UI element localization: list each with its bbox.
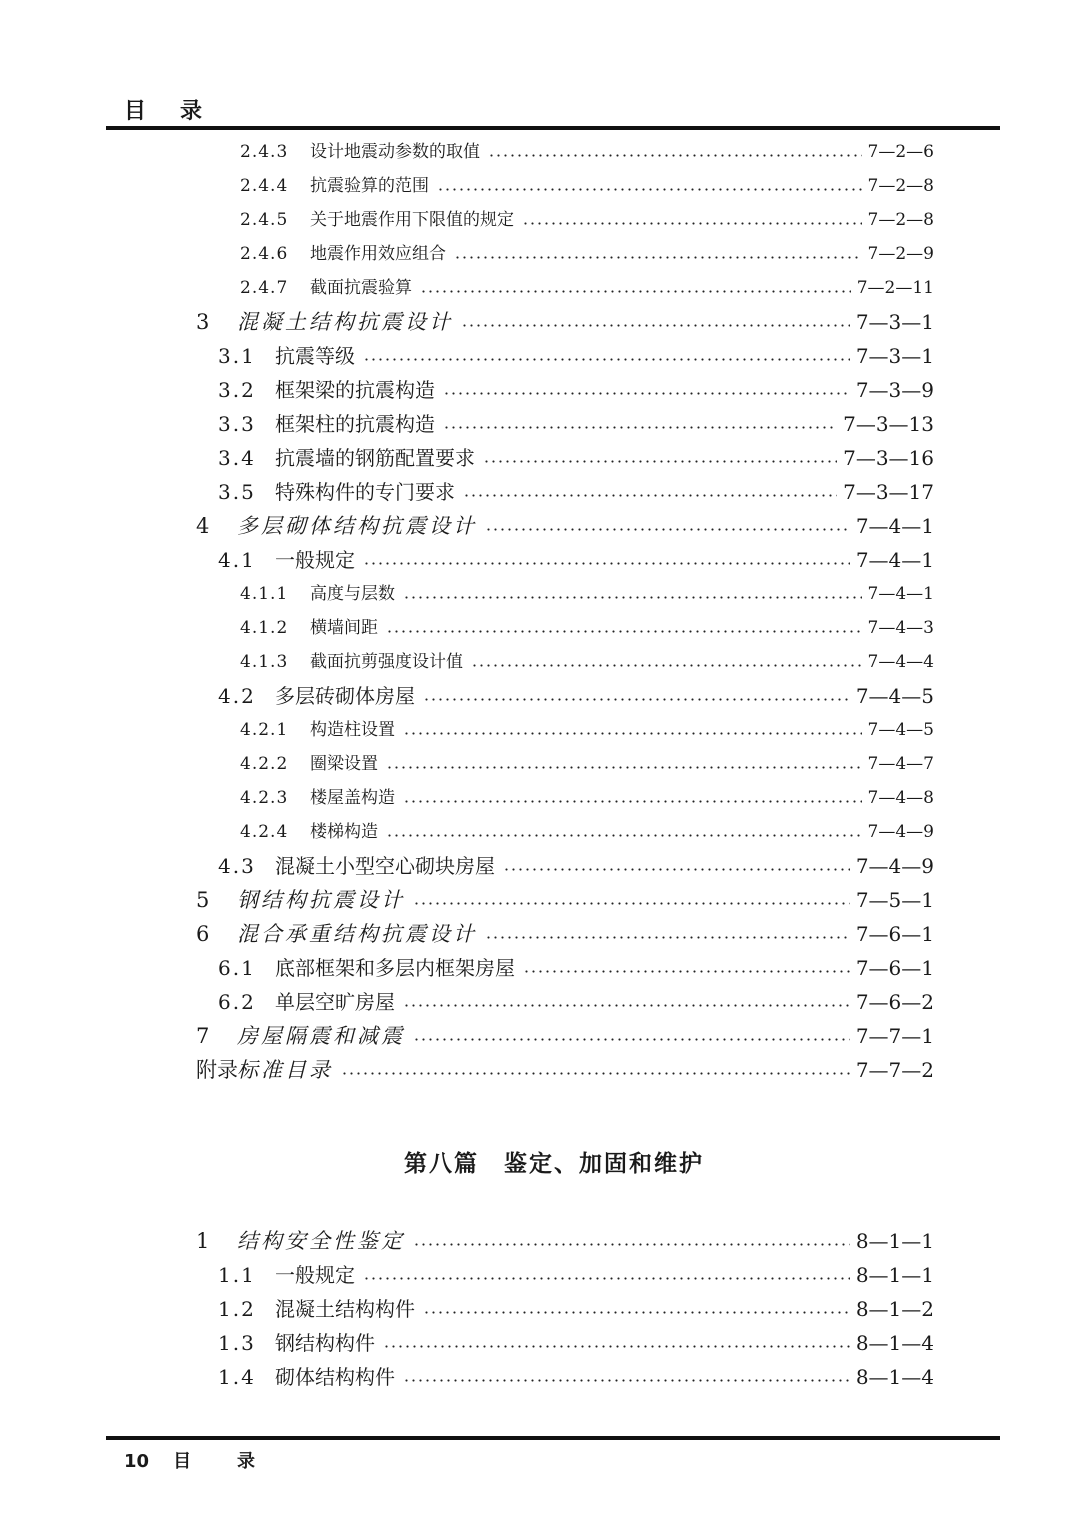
toc-entry-page: 7—3—1 [855,344,934,368]
toc-entry-number: 4.3 [218,854,256,878]
toc-entry [218,545,934,575]
toc-entry [218,953,934,983]
toc-entry-number: 4 [196,514,210,538]
toc-entry [218,851,934,881]
toc-entry-page: 7—2—6 [867,142,934,162]
footer-title: 目录 [173,1451,302,1472]
toc-leader-dots [363,358,850,361]
toc-leader-dots [483,460,837,463]
toc-entry-page: 7—4—9 [867,822,934,842]
toc-entry-title: 抗震等级 [275,344,355,368]
toc-leader-dots [386,766,862,769]
toc-leader-dots [413,902,850,905]
toc-entry-page: 7—3—13 [843,412,934,436]
toc-entry-number: 6.1 [218,956,256,980]
toc-entry-page: 8—1—4 [855,1365,934,1389]
toc-entry-title: 地震作用效应组合 [310,244,446,264]
toc-entry-number: 3.3 [218,412,256,436]
toc-entry-title: 房屋隔震和减震 [237,1024,405,1048]
toc-entry-number: 4.2.2 [240,754,289,774]
toc-leader-dots [423,1311,850,1314]
toc-entry [196,919,934,949]
toc-entry-number: 1.3 [218,1331,256,1355]
toc-entry-title: 截面抗剪强度设计值 [310,652,463,672]
toc-entry [218,1294,934,1324]
toc-leader-dots [443,426,837,429]
toc-entry-title: 钢结构构件 [275,1331,375,1355]
toc-entry [218,987,934,1017]
toc-entry [218,1260,934,1290]
toc-entry-page: 7—2—9 [867,244,934,264]
toc-entry-number: 3 [196,310,210,334]
toc-entry-title: 单层空旷房屋 [275,990,395,1014]
toc-entry-title: 特殊构件的专门要求 [275,480,455,504]
toc-entry-number: 2.4.6 [240,244,289,264]
toc-entry-page: 7—4—8 [867,788,934,808]
toc-entry-title: 多层砖砌体房屋 [275,684,415,708]
toc-leader-dots [383,1345,850,1348]
toc-entry-page: 7—4—9 [855,854,934,878]
toc-entry-page: 7—3—9 [855,378,934,402]
toc-leader-dots [403,1004,850,1007]
toc-entry-number: 4.1.2 [240,618,289,638]
toc-entry-number: 4.2.4 [240,822,289,842]
toc-leader-dots [437,188,862,191]
toc-entry-page: 7—4—3 [867,618,934,638]
toc-leader-dots [363,562,850,565]
toc-entry-title: 混凝土小型空心砌块房屋 [275,854,495,878]
header-rule [106,126,1000,130]
toc-entry-page: 7—4—1 [855,548,934,572]
toc-leader-dots [454,256,862,259]
toc-entry-page: 7—4—5 [867,720,934,740]
toc-leader-dots [403,800,862,803]
toc-entry [196,1226,934,1256]
toc-leader-dots [463,494,837,497]
toc-entry-page: 8—1—1 [855,1229,934,1253]
toc-leader-dots [413,1243,850,1246]
toc-entry [218,681,934,711]
toc-leader-dots [413,1038,850,1041]
toc-leader-dots [423,698,850,701]
toc-entry-page: 7—6—1 [855,956,934,980]
toc-leader-dots [485,936,850,939]
toc-leader-dots [485,528,850,531]
toc-entry [240,749,934,779]
toc-entry-number: 4.1 [218,548,256,572]
toc-entry [218,341,934,371]
toc-entry [240,647,934,677]
toc-entry-title: 框架柱的抗震构造 [275,412,435,436]
page-header-title: 目录 [124,99,237,124]
toc-entry-number: 6 [196,922,210,946]
toc-leader-dots [403,1379,850,1382]
toc-entry-number: 1.4 [218,1365,256,1389]
toc-entry-title: 楼梯构造 [310,822,378,842]
toc-entry-number: 1.1 [218,1263,256,1287]
toc-entry-title: 设计地震动参数的取值 [310,142,480,162]
toc-entry-title: 截面抗震验算 [310,278,412,298]
toc-entry-number: 4.2.3 [240,788,289,808]
toc-entry-page: 8—1—1 [855,1263,934,1287]
toc-leader-dots [341,1072,850,1075]
toc-entry [240,579,934,609]
toc-entry-number: 4.1.3 [240,652,289,672]
toc-entry-number: 3.5 [218,480,256,504]
toc-entry [218,409,934,439]
toc-entry-title: 框架梁的抗震构造 [275,378,435,402]
toc-entry [196,885,934,915]
toc-entry-page: 7—4—1 [867,584,934,604]
toc-entry-title: 结构安全性鉴定 [237,1229,405,1253]
toc-leader-dots [403,732,862,735]
toc-leader-dots [443,392,850,395]
toc-entry-page: 8—1—4 [855,1331,934,1355]
toc-leader-dots [488,154,862,157]
toc-entry-number: 3.2 [218,378,256,402]
toc-entry [196,511,934,541]
toc-entry [240,715,934,745]
toc-entry-number: 3.4 [218,446,256,470]
toc-entry [240,613,934,643]
toc-entry-page: 7—4—1 [855,514,934,538]
toc-entry-number: 4.2 [218,684,256,708]
toc-entry-title: 构造柱设置 [310,720,395,740]
toc-entry-title: 砌体结构构件 [275,1365,395,1389]
toc-entry-number: 4.2.1 [240,720,289,740]
toc-entry [240,239,934,269]
toc-entry-number: 2.4.4 [240,176,289,196]
toc-entry-page: 7—6—1 [855,922,934,946]
toc-leader-dots [523,970,850,973]
toc-entry-number: 4.1.1 [240,584,289,604]
toc-entry [218,375,934,405]
toc-leader-dots [386,630,862,633]
toc-entry-title: 混凝土结构构件 [275,1297,415,1321]
toc-entry [196,1021,934,1051]
toc-entry [196,307,934,337]
page-footer [124,1447,301,1473]
toc-entry-page: 7—5—1 [855,888,934,912]
toc-entry [240,205,934,235]
toc-entry [240,171,934,201]
toc-entry-number: 7 [196,1024,210,1048]
toc-entry-number: 附录 [196,1058,238,1082]
toc-entry-title: 多层砌体结构抗震设计 [237,514,477,538]
toc-entry [196,1055,934,1085]
toc-entry-number: 3.1 [218,344,256,368]
section-heading: 第八篇 鉴定、加固和维护 [404,1151,704,1177]
toc-leader-dots [471,664,862,667]
toc-entry-title: 抗震验算的范围 [310,176,429,196]
toc-entry-title: 横墙间距 [310,618,378,638]
toc-entry-number: 1.2 [218,1297,256,1321]
toc-entry-title: 一般规定 [275,548,355,572]
toc-entry-number: 2.4.5 [240,210,289,230]
toc-entry-page: 7—4—4 [867,652,934,672]
toc-entry-page: 7—2—8 [867,210,934,230]
toc-entry-number: 6.2 [218,990,256,1014]
toc-entry [240,273,934,303]
toc-entry-title: 关于地震作用下限值的规定 [310,210,514,230]
toc-entry-page: 7—7—2 [855,1058,934,1082]
toc-entry-title: 一般规定 [275,1263,355,1287]
toc-leader-dots [386,834,862,837]
toc-leader-dots [403,596,862,599]
toc-leader-dots [522,222,862,225]
toc-entry-number: 1 [196,1229,210,1253]
toc-leader-dots [420,290,851,293]
toc-entry-page: 7—4—7 [867,754,934,774]
toc-entry [218,443,934,473]
toc-entry-page: 7—2—8 [867,176,934,196]
toc-entry-page: 7—4—5 [855,684,934,708]
toc-entry-page: 8—1—2 [855,1297,934,1321]
toc-entry-page: 7—3—16 [843,446,934,470]
toc-entry-title: 混合承重结构抗震设计 [237,922,477,946]
toc-entry-page: 7—3—17 [843,480,934,504]
toc-entry-page: 7—6—2 [855,990,934,1014]
toc-entry-title: 标准目录 [237,1058,333,1082]
toc-entry-title: 底部框架和多层内框架房屋 [275,956,515,980]
footer-page-number: 10 [124,1451,150,1472]
toc-entry [240,817,934,847]
toc-entry-page: 7—3—1 [855,310,934,334]
toc-leader-dots [503,868,850,871]
toc-entry-number: 2.4.7 [240,278,289,298]
toc-entry-title: 钢结构抗震设计 [237,888,405,912]
toc-entry [240,783,934,813]
toc-entry-number: 5 [196,888,210,912]
toc-entry [240,137,934,167]
toc-entry-number: 2.4.3 [240,142,289,162]
toc-entry [218,477,934,507]
toc-entry-title: 楼屋盖构造 [310,788,395,808]
toc-entry-page: 7—7—1 [855,1024,934,1048]
toc-entry-title: 混凝土结构抗震设计 [237,310,453,334]
toc-leader-dots [363,1277,850,1280]
toc-entry [218,1362,934,1392]
toc-entry-title: 高度与层数 [310,584,395,604]
toc-entry-title: 圈梁设置 [310,754,378,774]
footer-rule [106,1436,1000,1440]
toc-entry [218,1328,934,1358]
toc-entry-title: 抗震墙的钢筋配置要求 [275,446,475,470]
toc-entry-page: 7—2—11 [856,278,934,298]
toc-leader-dots [461,324,850,327]
